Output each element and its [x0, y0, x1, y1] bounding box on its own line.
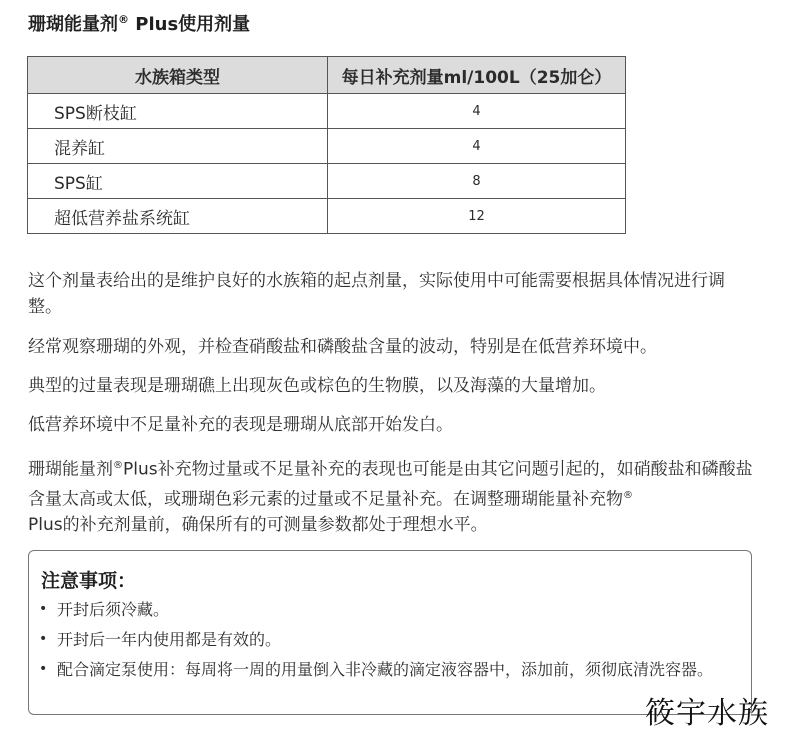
- column-header-tank-type: 水族箱类型: [28, 57, 328, 94]
- watermark: 筱宇水族: [645, 696, 769, 731]
- table-row: [28, 199, 626, 234]
- table-row: [28, 94, 626, 129]
- tank-type-cell: 混养缸: [28, 129, 328, 164]
- paragraph-text: Plus的补充剂量前，确保所有的可测量参数都处于理想水平。: [28, 515, 488, 536]
- dose-cell: 4: [328, 94, 626, 129]
- paragraph-other-causes: [28, 453, 758, 538]
- list-item-text: 开封后一年内使用都是有效的。: [57, 630, 282, 649]
- dose-cell: 4: [328, 129, 626, 164]
- bullet-icon: •: [39, 601, 48, 617]
- tank-type-cell: SPS缸: [28, 164, 328, 199]
- dose-cell: 8: [328, 164, 626, 199]
- registered-mark: ®: [118, 13, 129, 26]
- paragraph-text: Plus补充物过量或不足量补充的表现也可能是由其它问题引起的，如硝酸盐和磷酸盐含量太高或太低，或珊瑚色彩元素的过量或不足量补充。在调整珊瑚能量补充物: [28, 459, 753, 510]
- title-tail: Plus使用剂量: [129, 14, 251, 35]
- paragraph-underdose: 低营养环境中不足量补充的表现是珊瑚从底部开始发白。: [28, 415, 453, 435]
- list-item: [39, 657, 729, 682]
- bullet-icon: •: [39, 631, 48, 647]
- list-item-text: 开封后须冷藏。: [57, 600, 170, 619]
- list-item-text: 配合滴定泵使用：每周将一周的用量倒入非冷藏的滴定液容器中，添加前，须彻底清洗容器。: [57, 660, 714, 679]
- column-header-daily-dose: 每日补充剂量ml/100L（25加仑）: [328, 57, 626, 94]
- paragraph-start-dose: 这个剂量表给出的是维护良好的水族箱的起点剂量，实际使用中可能需要根据具体情况进行调整。: [28, 271, 725, 317]
- list-item: [39, 597, 729, 622]
- tank-type-cell: SPS断枝缸: [28, 94, 328, 129]
- registered-mark: ®: [623, 489, 633, 501]
- registered-mark: ®: [113, 460, 123, 471]
- notice-box: [28, 550, 752, 715]
- paragraph-overdose: 典型的过量表现是珊瑚礁上出现灰色或棕色的生物膜，以及海藻的大量增加。: [28, 376, 606, 396]
- notice-title: 注意事项：: [41, 570, 137, 592]
- dose-cell: 12: [328, 199, 626, 234]
- title-text: 珊瑚能量剂: [28, 14, 118, 35]
- paragraph-product-name: 珊瑚能量剂: [28, 459, 113, 480]
- page-title: [28, 10, 250, 36]
- paragraph-observe: 经常观察珊瑚的外观，并检查硝酸盐和磷酸盐含量的波动，特别是在低营养环境中。: [28, 337, 657, 357]
- bullet-icon: •: [39, 661, 48, 677]
- tank-type-cell: 超低营养盐系统缸: [28, 199, 328, 234]
- dosage-table: [27, 56, 626, 234]
- table-header-row: [28, 57, 626, 94]
- notice-list: [39, 597, 729, 687]
- table-row: [28, 164, 626, 199]
- table-row: [28, 129, 626, 164]
- list-item: [39, 627, 729, 652]
